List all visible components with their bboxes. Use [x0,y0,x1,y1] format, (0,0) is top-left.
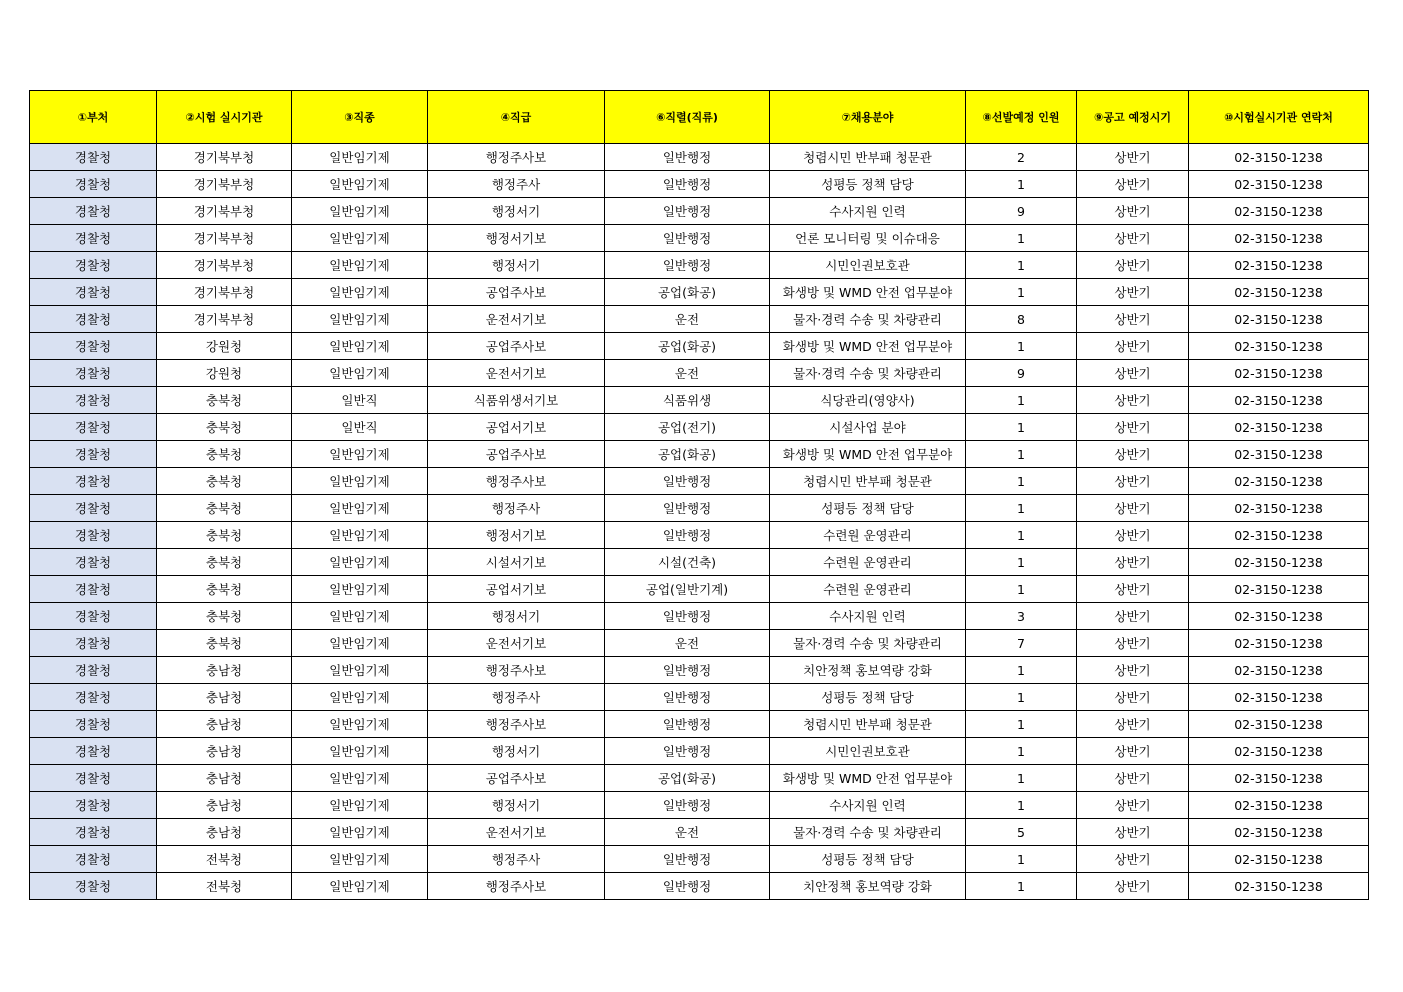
table-row [30,711,1369,738]
header-grade: ④직급 [428,91,605,144]
cell-job-type: 일반임기제 [292,873,428,900]
cell-job-series: 일반행정 [605,846,770,873]
cell-notice-period: 상반기 [1077,144,1189,171]
cell-field: 수사지원 인력 [770,198,966,225]
cell-field: 화생방 및 WMD 안전 업무분야 [770,441,966,468]
header-job-series: ⑥직렬(직류) [605,91,770,144]
cell-job-type: 일반임기제 [292,360,428,387]
cell-ministry: 경찰청 [30,171,157,198]
cell-grade: 행정서기 [428,792,605,819]
cell-notice-period: 상반기 [1077,279,1189,306]
cell-ministry: 경찰청 [30,252,157,279]
table-body [30,144,1369,900]
cell-ministry: 경찰청 [30,873,157,900]
cell-grade: 운전서기보 [428,306,605,333]
cell-exam-agency: 전북청 [157,873,292,900]
cell-notice-period: 상반기 [1077,657,1189,684]
table-row [30,306,1369,333]
cell-field: 언론 모니터링 및 이슈대응 [770,225,966,252]
cell-job-type: 일반임기제 [292,738,428,765]
table-row [30,144,1369,171]
cell-field: 물자·경력 수송 및 차량관리 [770,630,966,657]
cell-job-series: 시설(건축) [605,549,770,576]
cell-job-type: 일반임기제 [292,333,428,360]
cell-contact: 02-3150-1238 [1189,846,1369,873]
table-row [30,360,1369,387]
cell-field: 청렴시민 반부패 청문관 [770,468,966,495]
cell-headcount: 1 [966,522,1077,549]
cell-headcount: 1 [966,495,1077,522]
cell-headcount: 1 [966,684,1077,711]
cell-grade: 공업주사보 [428,441,605,468]
cell-exam-agency: 경기북부청 [157,144,292,171]
cell-exam-agency: 충북청 [157,576,292,603]
table-row [30,819,1369,846]
header-ministry: ①부처 [30,91,157,144]
cell-contact: 02-3150-1238 [1189,549,1369,576]
cell-contact: 02-3150-1238 [1189,387,1369,414]
cell-exam-agency: 충북청 [157,522,292,549]
cell-grade: 공업주사보 [428,333,605,360]
header-field: ⑦채용분야 [770,91,966,144]
cell-contact: 02-3150-1238 [1189,252,1369,279]
cell-contact: 02-3150-1238 [1189,819,1369,846]
cell-notice-period: 상반기 [1077,171,1189,198]
cell-contact: 02-3150-1238 [1189,360,1369,387]
cell-headcount: 1 [966,846,1077,873]
cell-exam-agency: 충북청 [157,495,292,522]
cell-field: 화생방 및 WMD 안전 업무분야 [770,279,966,306]
cell-headcount: 1 [966,225,1077,252]
cell-notice-period: 상반기 [1077,846,1189,873]
cell-ministry: 경찰청 [30,441,157,468]
cell-job-series: 일반행정 [605,198,770,225]
cell-notice-period: 상반기 [1077,549,1189,576]
cell-contact: 02-3150-1238 [1189,765,1369,792]
cell-field: 청렴시민 반부패 청문관 [770,711,966,738]
cell-contact: 02-3150-1238 [1189,684,1369,711]
cell-contact: 02-3150-1238 [1189,576,1369,603]
cell-exam-agency: 경기북부청 [157,225,292,252]
cell-job-series: 일반행정 [605,873,770,900]
cell-field: 시민인권보호관 [770,738,966,765]
cell-contact: 02-3150-1238 [1189,873,1369,900]
cell-grade: 시설서기보 [428,549,605,576]
cell-job-series: 일반행정 [605,144,770,171]
cell-headcount: 8 [966,306,1077,333]
table-row [30,198,1369,225]
cell-exam-agency: 강원청 [157,333,292,360]
cell-grade: 공업주사보 [428,279,605,306]
cell-field: 수사지원 인력 [770,603,966,630]
cell-grade: 운전서기보 [428,819,605,846]
cell-contact: 02-3150-1238 [1189,738,1369,765]
cell-job-series: 일반행정 [605,657,770,684]
cell-exam-agency: 충북청 [157,549,292,576]
cell-ministry: 경찰청 [30,711,157,738]
cell-job-series: 일반행정 [605,711,770,738]
cell-job-series: 일반행정 [605,252,770,279]
cell-exam-agency: 충남청 [157,819,292,846]
cell-field: 성평등 정책 담당 [770,684,966,711]
cell-ministry: 경찰청 [30,468,157,495]
cell-grade: 행정서기보 [428,522,605,549]
cell-contact: 02-3150-1238 [1189,414,1369,441]
cell-contact: 02-3150-1238 [1189,198,1369,225]
cell-job-type: 일반임기제 [292,468,428,495]
cell-job-series: 공업(화공) [605,279,770,306]
cell-grade: 행정주사 [428,846,605,873]
cell-grade: 행정서기 [428,198,605,225]
cell-field: 화생방 및 WMD 안전 업무분야 [770,765,966,792]
cell-notice-period: 상반기 [1077,819,1189,846]
cell-contact: 02-3150-1238 [1189,630,1369,657]
table-row [30,387,1369,414]
cell-job-type: 일반임기제 [292,603,428,630]
cell-contact: 02-3150-1238 [1189,306,1369,333]
cell-headcount: 1 [966,576,1077,603]
cell-field: 식당관리(영양사) [770,387,966,414]
cell-notice-period: 상반기 [1077,414,1189,441]
cell-notice-period: 상반기 [1077,576,1189,603]
cell-notice-period: 상반기 [1077,765,1189,792]
cell-job-type: 일반임기제 [292,846,428,873]
cell-job-series: 운전 [605,306,770,333]
cell-ministry: 경찰청 [30,603,157,630]
cell-contact: 02-3150-1238 [1189,711,1369,738]
cell-job-type: 일반임기제 [292,630,428,657]
cell-headcount: 1 [966,549,1077,576]
table-row [30,225,1369,252]
cell-headcount: 9 [966,198,1077,225]
header-contact: ⑩시험실시기관 연락처 [1189,91,1369,144]
table-row [30,171,1369,198]
cell-job-series: 공업(화공) [605,765,770,792]
cell-job-series: 운전 [605,819,770,846]
cell-exam-agency: 충남청 [157,657,292,684]
cell-job-series: 일반행정 [605,171,770,198]
cell-grade: 행정주사 [428,171,605,198]
cell-headcount: 2 [966,144,1077,171]
cell-job-type: 일반임기제 [292,441,428,468]
cell-job-series: 일반행정 [605,792,770,819]
cell-contact: 02-3150-1238 [1189,279,1369,306]
cell-contact: 02-3150-1238 [1189,441,1369,468]
cell-ministry: 경찰청 [30,549,157,576]
cell-headcount: 1 [966,333,1077,360]
cell-field: 치안정책 홍보역량 강화 [770,873,966,900]
cell-job-series: 일반행정 [605,603,770,630]
cell-exam-agency: 충북청 [157,441,292,468]
cell-job-type: 일반직 [292,387,428,414]
cell-headcount: 9 [966,360,1077,387]
cell-job-series: 일반행정 [605,468,770,495]
cell-notice-period: 상반기 [1077,792,1189,819]
cell-exam-agency: 충북청 [157,603,292,630]
cell-notice-period: 상반기 [1077,333,1189,360]
cell-ministry: 경찰청 [30,144,157,171]
cell-job-series: 운전 [605,360,770,387]
cell-grade: 행정서기 [428,738,605,765]
cell-job-type: 일반임기제 [292,279,428,306]
cell-notice-period: 상반기 [1077,225,1189,252]
cell-exam-agency: 경기북부청 [157,279,292,306]
cell-notice-period: 상반기 [1077,684,1189,711]
cell-grade: 행정서기 [428,603,605,630]
cell-headcount: 1 [966,792,1077,819]
table-row [30,873,1369,900]
cell-headcount: 1 [966,252,1077,279]
table-row [30,252,1369,279]
cell-notice-period: 상반기 [1077,711,1189,738]
cell-job-type: 일반직 [292,414,428,441]
header-job-type: ③직종 [292,91,428,144]
cell-job-type: 일반임기제 [292,144,428,171]
cell-headcount: 1 [966,765,1077,792]
table-row [30,630,1369,657]
table-header-row [30,91,1369,144]
cell-ministry: 경찰청 [30,819,157,846]
cell-ministry: 경찰청 [30,576,157,603]
header-notice-period: ⑨공고 예정시기 [1077,91,1189,144]
cell-ministry: 경찰청 [30,765,157,792]
cell-grade: 행정주사보 [428,711,605,738]
cell-field: 물자·경력 수송 및 차량관리 [770,819,966,846]
cell-headcount: 1 [966,738,1077,765]
cell-exam-agency: 충북청 [157,468,292,495]
cell-field: 성평등 정책 담당 [770,846,966,873]
cell-ministry: 경찰청 [30,738,157,765]
cell-ministry: 경찰청 [30,657,157,684]
cell-field: 시민인권보호관 [770,252,966,279]
cell-field: 물자·경력 수송 및 차량관리 [770,306,966,333]
cell-exam-agency: 경기북부청 [157,306,292,333]
cell-exam-agency: 충북청 [157,387,292,414]
cell-contact: 02-3150-1238 [1189,333,1369,360]
cell-ministry: 경찰청 [30,684,157,711]
cell-notice-period: 상반기 [1077,360,1189,387]
cell-job-series: 공업(화공) [605,441,770,468]
cell-ministry: 경찰청 [30,360,157,387]
cell-ministry: 경찰청 [30,306,157,333]
cell-notice-period: 상반기 [1077,306,1189,333]
cell-notice-period: 상반기 [1077,252,1189,279]
cell-grade: 행정서기보 [428,225,605,252]
cell-ministry: 경찰청 [30,198,157,225]
cell-job-type: 일반임기제 [292,522,428,549]
cell-notice-period: 상반기 [1077,198,1189,225]
cell-job-series: 일반행정 [605,495,770,522]
cell-job-type: 일반임기제 [292,576,428,603]
cell-grade: 행정주사 [428,495,605,522]
cell-headcount: 7 [966,630,1077,657]
cell-headcount: 1 [966,387,1077,414]
cell-grade: 행정주사보 [428,657,605,684]
cell-field: 수련원 운영관리 [770,549,966,576]
cell-field: 수사지원 인력 [770,792,966,819]
table-row [30,468,1369,495]
cell-job-type: 일반임기제 [292,306,428,333]
cell-notice-period: 상반기 [1077,387,1189,414]
cell-contact: 02-3150-1238 [1189,657,1369,684]
cell-headcount: 1 [966,468,1077,495]
cell-ministry: 경찰청 [30,495,157,522]
cell-ministry: 경찰청 [30,387,157,414]
cell-notice-period: 상반기 [1077,468,1189,495]
cell-ministry: 경찰청 [30,792,157,819]
cell-exam-agency: 충남청 [157,711,292,738]
cell-grade: 공업주사보 [428,765,605,792]
cell-exam-agency: 충남청 [157,738,292,765]
cell-contact: 02-3150-1238 [1189,603,1369,630]
cell-job-series: 일반행정 [605,738,770,765]
cell-contact: 02-3150-1238 [1189,144,1369,171]
cell-grade: 운전서기보 [428,360,605,387]
table-row [30,684,1369,711]
cell-contact: 02-3150-1238 [1189,225,1369,252]
cell-job-type: 일반임기제 [292,792,428,819]
cell-exam-agency: 전북청 [157,846,292,873]
cell-field: 물자·경력 수송 및 차량관리 [770,360,966,387]
cell-contact: 02-3150-1238 [1189,792,1369,819]
cell-job-type: 일반임기제 [292,819,428,846]
cell-notice-period: 상반기 [1077,522,1189,549]
cell-headcount: 1 [966,657,1077,684]
cell-grade: 행정서기 [428,252,605,279]
cell-headcount: 1 [966,441,1077,468]
cell-job-series: 식품위생 [605,387,770,414]
cell-ministry: 경찰청 [30,225,157,252]
cell-exam-agency: 경기북부청 [157,171,292,198]
cell-exam-agency: 충북청 [157,630,292,657]
cell-grade: 식품위생서기보 [428,387,605,414]
cell-contact: 02-3150-1238 [1189,171,1369,198]
cell-notice-period: 상반기 [1077,738,1189,765]
cell-job-series: 일반행정 [605,684,770,711]
cell-headcount: 1 [966,873,1077,900]
cell-headcount: 1 [966,711,1077,738]
cell-field: 화생방 및 WMD 안전 업무분야 [770,333,966,360]
cell-exam-agency: 충북청 [157,414,292,441]
cell-job-series: 운전 [605,630,770,657]
table-row [30,657,1369,684]
cell-grade: 행정주사보 [428,468,605,495]
cell-job-type: 일반임기제 [292,765,428,792]
cell-grade: 행정주사보 [428,144,605,171]
recruitment-plan-table [29,90,1369,900]
table-row [30,549,1369,576]
table-row [30,414,1369,441]
table-row [30,333,1369,360]
cell-job-type: 일반임기제 [292,198,428,225]
cell-field: 성평등 정책 담당 [770,495,966,522]
cell-field: 수련원 운영관리 [770,522,966,549]
cell-headcount: 1 [966,414,1077,441]
cell-exam-agency: 충남청 [157,765,292,792]
table-row [30,603,1369,630]
cell-ministry: 경찰청 [30,846,157,873]
cell-exam-agency: 충남청 [157,684,292,711]
cell-exam-agency: 경기북부청 [157,198,292,225]
cell-ministry: 경찰청 [30,414,157,441]
cell-ministry: 경찰청 [30,279,157,306]
table-row [30,765,1369,792]
cell-headcount: 3 [966,603,1077,630]
cell-job-type: 일반임기제 [292,684,428,711]
cell-contact: 02-3150-1238 [1189,495,1369,522]
cell-field: 수련원 운영관리 [770,576,966,603]
table-row [30,495,1369,522]
cell-job-type: 일반임기제 [292,225,428,252]
header-headcount: ⑧선발예정 인원 [966,91,1077,144]
cell-grade: 운전서기보 [428,630,605,657]
cell-notice-period: 상반기 [1077,495,1189,522]
cell-job-type: 일반임기제 [292,171,428,198]
cell-exam-agency: 경기북부청 [157,252,292,279]
cell-headcount: 1 [966,279,1077,306]
cell-exam-agency: 강원청 [157,360,292,387]
cell-headcount: 1 [966,171,1077,198]
cell-grade: 공업서기보 [428,576,605,603]
table-row [30,792,1369,819]
header-exam-agency: ②시험 실시기관 [157,91,292,144]
cell-ministry: 경찰청 [30,630,157,657]
cell-contact: 02-3150-1238 [1189,522,1369,549]
cell-job-type: 일반임기제 [292,495,428,522]
cell-job-series: 공업(일반기계) [605,576,770,603]
cell-field: 성평등 정책 담당 [770,171,966,198]
cell-contact: 02-3150-1238 [1189,468,1369,495]
cell-job-type: 일반임기제 [292,657,428,684]
cell-notice-period: 상반기 [1077,603,1189,630]
cell-grade: 행정주사보 [428,873,605,900]
cell-headcount: 5 [966,819,1077,846]
cell-ministry: 경찰청 [30,333,157,360]
cell-job-series: 공업(전기) [605,414,770,441]
cell-job-type: 일반임기제 [292,711,428,738]
cell-job-type: 일반임기제 [292,549,428,576]
cell-field: 청렴시민 반부패 청문관 [770,144,966,171]
cell-notice-period: 상반기 [1077,441,1189,468]
table-row [30,738,1369,765]
cell-grade: 공업서기보 [428,414,605,441]
cell-field: 치안정책 홍보역량 강화 [770,657,966,684]
cell-job-series: 일반행정 [605,522,770,549]
cell-grade: 행정주사 [428,684,605,711]
cell-field: 시설사업 분야 [770,414,966,441]
table-row [30,279,1369,306]
cell-job-type: 일반임기제 [292,252,428,279]
cell-ministry: 경찰청 [30,522,157,549]
table-row [30,846,1369,873]
cell-notice-period: 상반기 [1077,873,1189,900]
cell-notice-period: 상반기 [1077,630,1189,657]
cell-job-series: 일반행정 [605,225,770,252]
cell-exam-agency: 충남청 [157,792,292,819]
table-row [30,576,1369,603]
table-row [30,522,1369,549]
table-row [30,441,1369,468]
cell-job-series: 공업(화공) [605,333,770,360]
